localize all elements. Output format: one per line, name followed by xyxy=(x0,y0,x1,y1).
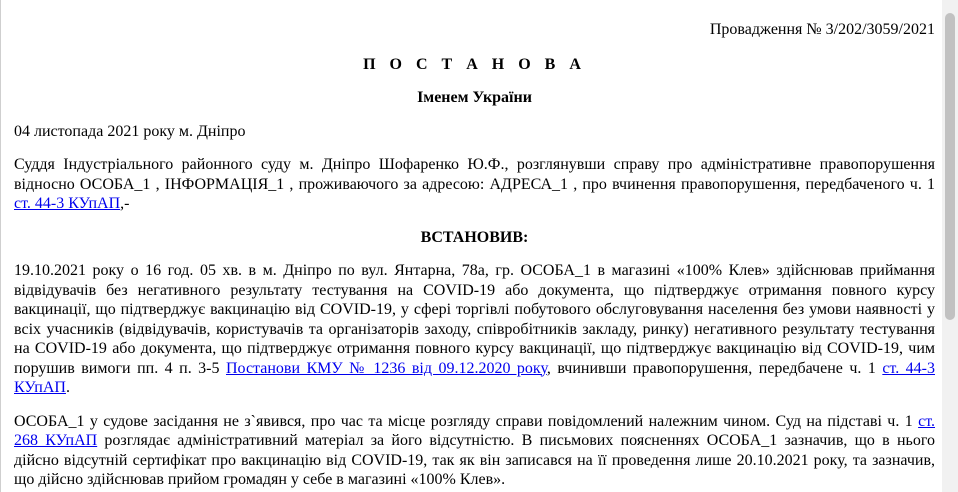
paragraph-2-text-2: розглядає адміністративний матеріал за його відсутністю. В письмових поясненнях ОСОБА_1 зазначив, що в нього дійсно відсутній сертифікат про вакцинацію від COVID-19, так як він записався на її проведення лише 20.10.2021 року, та зазначив, що дійсно здійснював прийом громадян у себе в магазині «100% Клев». xyxy=(14,432,935,488)
intro-text-1: Суддя Індустріального районного суду м. Дніпро Шофаренко Ю.Ф., розглянувши справу про адміністративне правопорушення відносно ОСОБА_1 , ІНФОРМАЦІЯ_1 , проживаючого за адресою: АДРЕСА_1 , про вчинення правопорушення, передбаченого ч. 1 xyxy=(14,156,935,193)
paragraph-1 xyxy=(14,261,935,398)
link-art-44-3[interactable]: ст. 44-3 КУпАП xyxy=(14,359,935,396)
link-kmu-resolution-1236[interactable]: Постанови КМУ № 1236 від 09.12.2020 року xyxy=(225,359,547,377)
date-line: 04 листопада 2021 року м. Дніпро xyxy=(14,122,246,140)
link-art-44-3-intro[interactable]: ст. 44-3 КУпАП xyxy=(14,195,121,212)
left-frame-border xyxy=(0,0,1,492)
document-subtitle: Іменем України xyxy=(417,89,532,106)
paragraph-1-text-3: . xyxy=(65,379,70,396)
scrollbar-thumb[interactable] xyxy=(945,13,955,320)
paragraph-1-text-1: 19.10.2021 року о 16 год. 05 хв. в м. Дніпро по вул. Янтарна, 78а, гр. ОСОБА_1 в магазині «100% Клев» здійснював приймання відвідувачів без негативного результату тестування на COVID-19 або документа, що підтверджує отримання повного курсу вакцинації, що підтверджує вакцинацію від COVID-19, у сфері торгівлі побутового обслуговування населення без умови наявності у всіх учасників (відвідувачів, користувачів та організаторів заходу, співробітників закладу, ринку) негативного результату тестування на COVID-19 або документа, що підтверджує отримання повного курсу вакцинації, що підтверджує вакцинацію від COVID-19, чим порушив вимоги пп. 4 п. 3-5 xyxy=(14,262,935,377)
case-number: Провадження № 3/202/3059/2021 xyxy=(709,21,935,38)
paragraph-2 xyxy=(14,412,935,490)
paragraph-1-text-2: , вчинивши правопорушення, передбачене ч. 1 xyxy=(546,359,883,377)
paragraph-2-text-1: ОСОБА_1 у судове засідання не з`явився, про час та місце розгляду справи повідомлений належним чином. Суд на підставі ч. 1 xyxy=(14,412,919,430)
intro-paragraph xyxy=(14,155,935,214)
link-art-268[interactable]: ст. 268 КУпАП xyxy=(14,412,935,449)
intro-text-2: ,- xyxy=(120,195,130,212)
vertical-scrollbar[interactable] xyxy=(942,0,958,492)
document-title: П О С Т А Н О В А xyxy=(363,55,586,73)
section-heading: ВСТАНОВИВ: xyxy=(420,228,529,246)
document-body xyxy=(14,10,935,492)
